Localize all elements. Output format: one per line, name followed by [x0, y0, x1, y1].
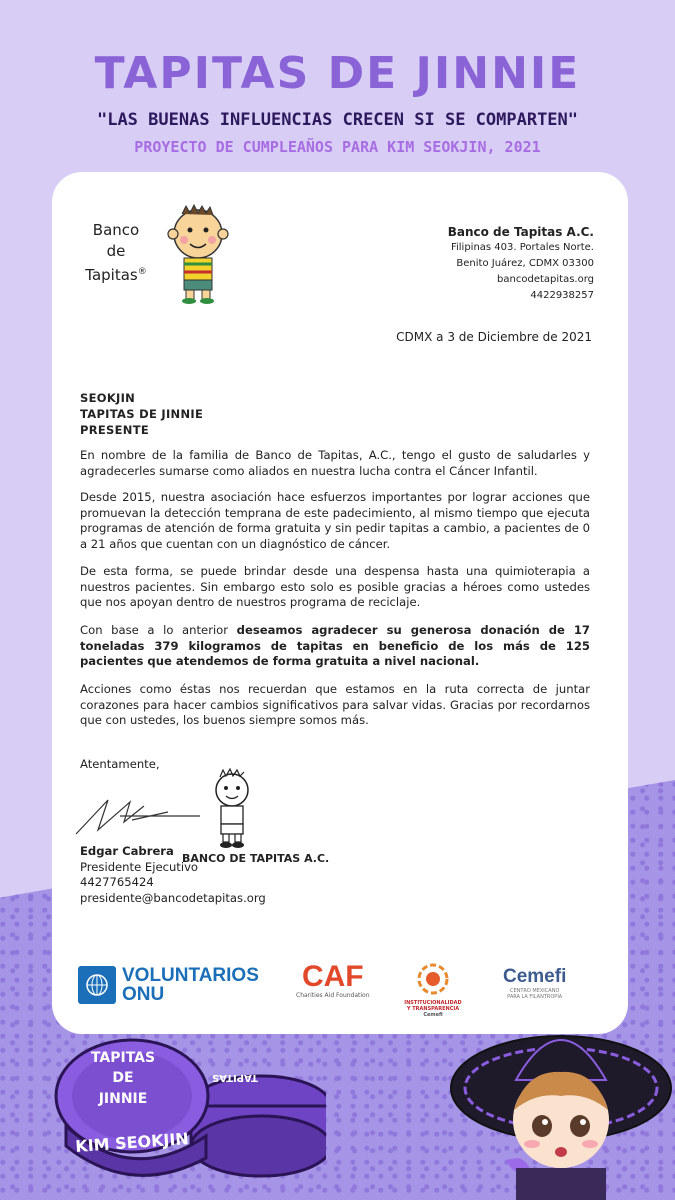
org-name: Banco de Tapitas A.C. [447, 225, 594, 239]
recipient-line-1: SEOKJIN [80, 391, 136, 405]
org-phone: 4422938257 [530, 290, 594, 301]
logo-line-3: Tapitas® [85, 266, 147, 284]
org-website: bancodetapitas.org [497, 274, 594, 285]
signer-phone: 4427765424 [80, 875, 154, 889]
stamp-text: BANCO DE TAPITAS A.C. [182, 852, 330, 865]
paragraph-1: En nombre de la familia de Banco de Tapitas, A.C., tengo el gusto de saludarles y agradecerles sumarse como aliados en nuestra lucha contra el Cáncer Infantil. [80, 448, 590, 478]
badge-name: KIM SEOKJIN [74, 1129, 190, 1156]
motto: "LAS BUENAS INFLUENCIAS CRECEN SI SE COMPARTEN" [96, 110, 579, 130]
un-emblem-icon [78, 966, 116, 1004]
logo-line-2: de [106, 242, 126, 260]
badge-line-3: JINNIE [98, 1091, 148, 1107]
institucionalidad-logo: INSTITUCIONALIDAD Y TRANSPARENCIA Cemefi [398, 962, 468, 1018]
badge-line-2: DE [112, 1070, 134, 1086]
paragraph-3: De esta forma, se puede brindar desde una despensa hasta una quimioterapia a nuestros pacientes. Sin embargo esto solo es posible gracias a héroes como ustedes que nos apoyan dentro de nuestros programa de reciclaje. [80, 564, 590, 609]
paragraph-2: Desde 2015, nuestra asociación hace esfuerzos importantes por lograr acciones que promuevan la detección temprana de este padecimiento, al mismo tiempo que ejecuta programas de atención de forma gratuita y sin pedir tapitas a cambio, a pacientes de 0 a 21 años que cuentan con un diagnóstico de cáncer. [80, 490, 590, 551]
badge-side-text: TAPITAS [212, 1072, 258, 1083]
un-logo-text: VOLUNTARIOS ONU [122, 965, 259, 1005]
paragraph-4: Con base a lo anterior deseamos agradecer su generosa donación de 17 toneladas 379 kilogramos de tapitas en beneficio de los más de 125 pacientes que atendemos de forma gratuita a nivel nacional. [80, 623, 590, 668]
mascot-logo-icon [162, 204, 234, 304]
letter-date: CDMX a 3 de Diciembre de 2021 [396, 330, 592, 344]
badge-line-1: TAPITAS [90, 1050, 156, 1066]
signer-role: Presidente Ejecutivo [80, 859, 199, 874]
org-address-1: Filipinas 403. Portales Norte. [450, 242, 594, 253]
handwritten-signature [72, 790, 202, 840]
spiral-emblem-icon [416, 962, 450, 996]
un-volunteers-logo [78, 966, 259, 1004]
character-illustration [446, 1010, 675, 1200]
page-title: TAPITAS DE JINNIE [94, 48, 581, 99]
subtitle: PROYECTO DE CUMPLEAÑOS PARA KIM SEOKJIN, 2021 [134, 138, 541, 156]
recipient-line-3: PRESENTE [80, 423, 150, 437]
paragraph-5: Acciones como éstas nos recuerdan que estamos en la ruta correcta de juntar corazones para hacer cambios significativos para salvar vidas. Gracias por recordarnos que con ustedes, los buenos siempre somos más. [80, 682, 590, 727]
caf-logo: CAF Charities Aid Foundation [296, 960, 370, 999]
recipient-block [80, 390, 203, 438]
donation-highlight: deseamos agradecer su generosa donación de 17 toneladas 379 kilogramos de tapitas en beneficio de los más de 125 pacientes que atendemos de forma gratuita a nivel nacional. [80, 623, 590, 668]
signer-email: presidente@bancodetapitas.org [80, 890, 266, 905]
recipient-line-2: TAPITAS DE JINNIE [80, 407, 204, 421]
closing: Atentamente, [80, 757, 160, 771]
stamp-mascot-icon [202, 768, 262, 850]
signer-name: Edgar Cabrera [80, 844, 174, 858]
letterhead-logo-text [84, 220, 148, 286]
letter-card [52, 172, 628, 1034]
org-address-2: Benito Juárez, CDMX 03300 [456, 258, 594, 269]
logo-line-1: Banco [92, 221, 140, 239]
org-contact-block [448, 224, 594, 304]
cemefi-logo: Cemefi CENTRO MEXICANO PARA LA FILANTROPÍA [503, 966, 567, 1000]
